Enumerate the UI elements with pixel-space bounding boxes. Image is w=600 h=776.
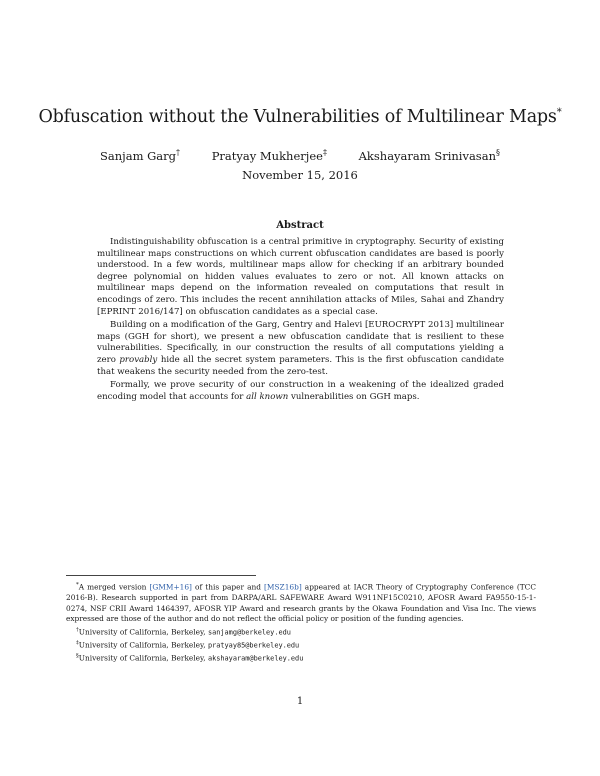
paper-date: November 15, 2016 — [242, 168, 358, 182]
abstract-paragraph-3: Formally, we prove security of our construction in a weakening of the idealized graded encoding model that accounts for all known vulnerabilities on GGH maps. — [97, 380, 504, 402]
author-email: sanjamg@berkeley.edu — [207, 628, 291, 637]
author-2: Pratyay Mukherjee‡ — [211, 148, 327, 163]
page-number: 1 — [296, 696, 304, 707]
footnote-4: §University of California, Berkeley, akshayaram@berkeley.edu — [76, 652, 304, 663]
footnote-rule — [66, 575, 256, 576]
abstract-paragraph-2: Building on a modification of the Garg, Gentry and Halevi [EUROCRYPT 2013] multilinear maps (GGH for short), we present a new obfuscation candidate that is resilient to these vulnerabilities. Specifically, in our construction the results of all computations yielding a zero provably hide all the secret system parameters. This is the first obfuscation candidate that weakens the security needed from the zero-test. — [97, 320, 505, 377]
abstract-body — [97, 237, 504, 405]
author-email: pratyay85@berkeley.edu — [207, 641, 300, 650]
author-1: Sanjam Garg† — [100, 148, 181, 163]
author-3: Akshayaram Srinivasan§ — [358, 148, 500, 163]
footnote-2: †University of California, Berkeley, sanjamg@berkeley.edu — [76, 626, 291, 637]
author-list — [0, 148, 600, 163]
title-text: Obfuscation without the Vulnerabilities of Multilinear Maps — [38, 107, 557, 127]
footnote-1: *A merged version [GMM+16] of this paper and [MSZ16b] appeared at IACR Theory of Cryptography Conference (TCC 2016-B). Research supported in part from DARPA/ARL SAFEWARE Award W911NF15C0210, AFOSR Award FA9550-15-1-0274, NSF CRII Award 1464397, AFOSR YIP Award and research grants by the Okawa Foundation and Visa Inc. The views expressed are those of the author and do not reflect the official policy or position of the funding agencies. — [66, 582, 536, 624]
citation-link[interactable]: [GMM+16] — [149, 582, 192, 592]
citation-link[interactable]: [MSZ16b] — [264, 582, 302, 592]
abstract-paragraph-1: Indistinguishability obfuscation is a central primitive in cryptography. Security of existing multilinear maps constructions on which current obfuscation candidates are based is poorly understood. In a few words, multilinear maps allow for checking if an arbitrary bounded degree polynomial on hidden values evaluates to zero or not. All known attacks on multilinear maps depend on the information revealed on computations that result in encodings of zero. This includes the recent annihilation attacks of Miles, Sahai and Zhandry [EPRINT 2016/147] on obfuscation candidates as a special case. — [97, 237, 504, 317]
footnotes — [66, 580, 536, 664]
title-footnote-mark: * — [556, 107, 562, 119]
author-email: akshayaram@berkeley.edu — [207, 654, 304, 663]
abstract-heading: Abstract — [276, 220, 324, 231]
footnote-3: ‡University of California, Berkeley, pratyay85@berkeley.edu — [76, 639, 300, 650]
paper-title — [0, 107, 600, 127]
